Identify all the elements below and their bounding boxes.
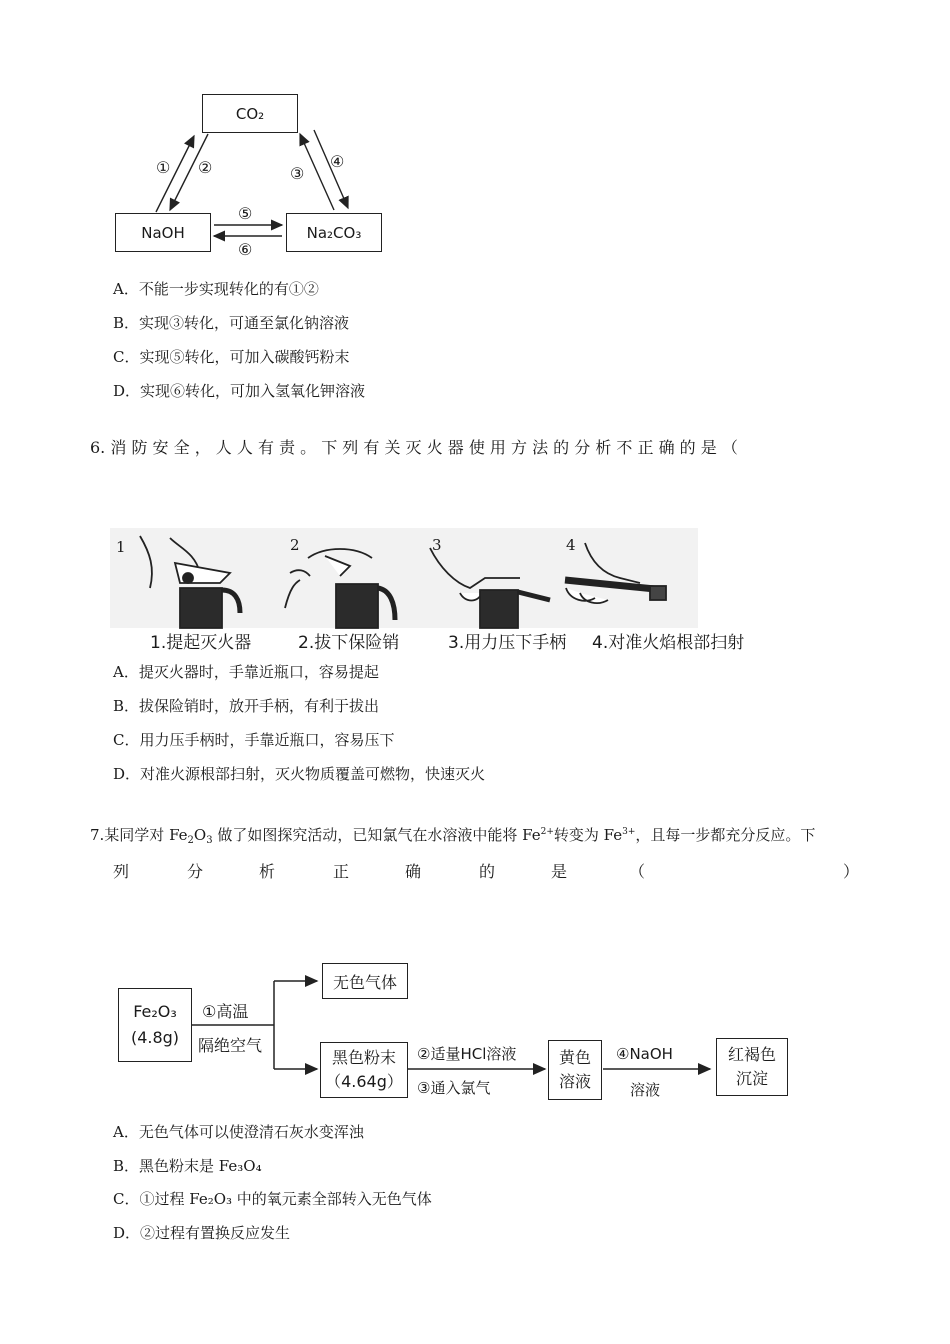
q7-option-b: B．黑色粉末是 Fe₃O₄: [113, 1157, 262, 1175]
cond1-top: ①高温: [202, 1002, 249, 1021]
box-yellow-solution: 黄色 溶液: [548, 1040, 602, 1100]
step4-illustration: [565, 543, 666, 603]
q7-stem-line2: 列 分 析 正 确 的 是 （ ）: [113, 862, 860, 881]
q5-cycle-diagram: [110, 90, 400, 260]
step-num-4: 4: [566, 536, 576, 554]
q5-option-b: B．实现③转化，可通至氯化钠溶液: [113, 314, 350, 332]
step-caption-2: 2.拔下保险销: [298, 633, 400, 653]
box-co2: CO₂: [202, 94, 298, 133]
cond4-top: ④NaOH: [616, 1045, 673, 1063]
label-1: ①: [156, 158, 171, 177]
step-caption-4: 4.对准火焰根部扫射: [592, 633, 745, 653]
box-red-brown-precipitate: 红褐色 沉淀: [716, 1038, 788, 1096]
q7-flow-diagram: [110, 955, 800, 1105]
cond2: ②适量HCl溶液: [417, 1045, 517, 1063]
step2-illustration: [285, 549, 395, 628]
q6-option-b: B．拔保险销时，放开手柄，有利于拔出: [113, 697, 380, 715]
q7-option-d: D．②过程有置换反应发生: [113, 1224, 291, 1242]
box-naoh: NaOH: [115, 213, 211, 252]
label-4: ④: [330, 152, 345, 171]
label-6: ⑥: [238, 240, 253, 259]
q6-option-c: C．用力压手柄时，手靠近瓶口，容易压下: [113, 731, 395, 749]
cond1-bottom: 隔绝空气: [198, 1036, 263, 1055]
step-caption-1: 1.提起灭火器: [150, 633, 252, 653]
step-num-2: 2: [290, 536, 300, 554]
q7-stem-line1: 7.某同学对 $Fe_2O_3$ 做了如图探究活动，已知氯气在水溶液中能将 $Fe^{2+}$转变为 $Fe^{3+}$，且每一步都充分反应。下: [90, 826, 816, 846]
label-2: ②: [198, 158, 213, 177]
step-num-1: 1: [116, 538, 126, 556]
cond3: ③通入氯气: [417, 1079, 491, 1097]
q6-option-d: D．对准火源根部扫射，灭火物质覆盖可燃物，快速灭火: [113, 765, 486, 783]
label-5: ⑤: [238, 204, 253, 223]
step-num-3: 3: [432, 536, 442, 554]
extinguisher-illustrations: [110, 528, 710, 632]
box-black-powder: 黑色粉末 （4.64g）: [320, 1042, 408, 1098]
q6-stem: 6. 消 防 安 全 ， 人 人 有 责 。 下 列 有 关 灭 火 器 使 用 方 法 的 分 析 不 正 确 的 是 （: [90, 438, 738, 457]
q5-option-d: D．实现⑥转化，可加入氢氧化钾溶液: [113, 382, 366, 400]
q7-option-c: C．①过程 Fe₂O₃ 中的氧元素全部转入无色气体: [113, 1190, 432, 1208]
box-na2co3: Na₂CO₃: [286, 213, 382, 252]
box-colorless-gas: 无色气体: [322, 963, 408, 999]
cond4-bottom: 溶液: [630, 1081, 661, 1099]
q5-option-c: C．实现⑤转化，可加入碳酸钙粉末: [113, 348, 350, 366]
step-caption-3: 3.用力压下手柄: [448, 633, 567, 653]
arrow-3: [300, 134, 334, 210]
q6-extinguisher-figure: [110, 528, 745, 653]
label-3: ③: [290, 164, 305, 183]
q6-option-a: A．提灭火器时，手靠近瓶口，容易提起: [113, 663, 379, 681]
q5-option-a: A．不能一步实现转化的有①②: [113, 280, 319, 298]
step1-illustration: [140, 536, 240, 628]
q7-option-a: A．无色气体可以使澄清石灰水变浑浊: [113, 1123, 364, 1141]
box-fe2o3: Fe₂O₃ (4.8g): [118, 988, 192, 1062]
step3-illustration: [430, 548, 550, 628]
